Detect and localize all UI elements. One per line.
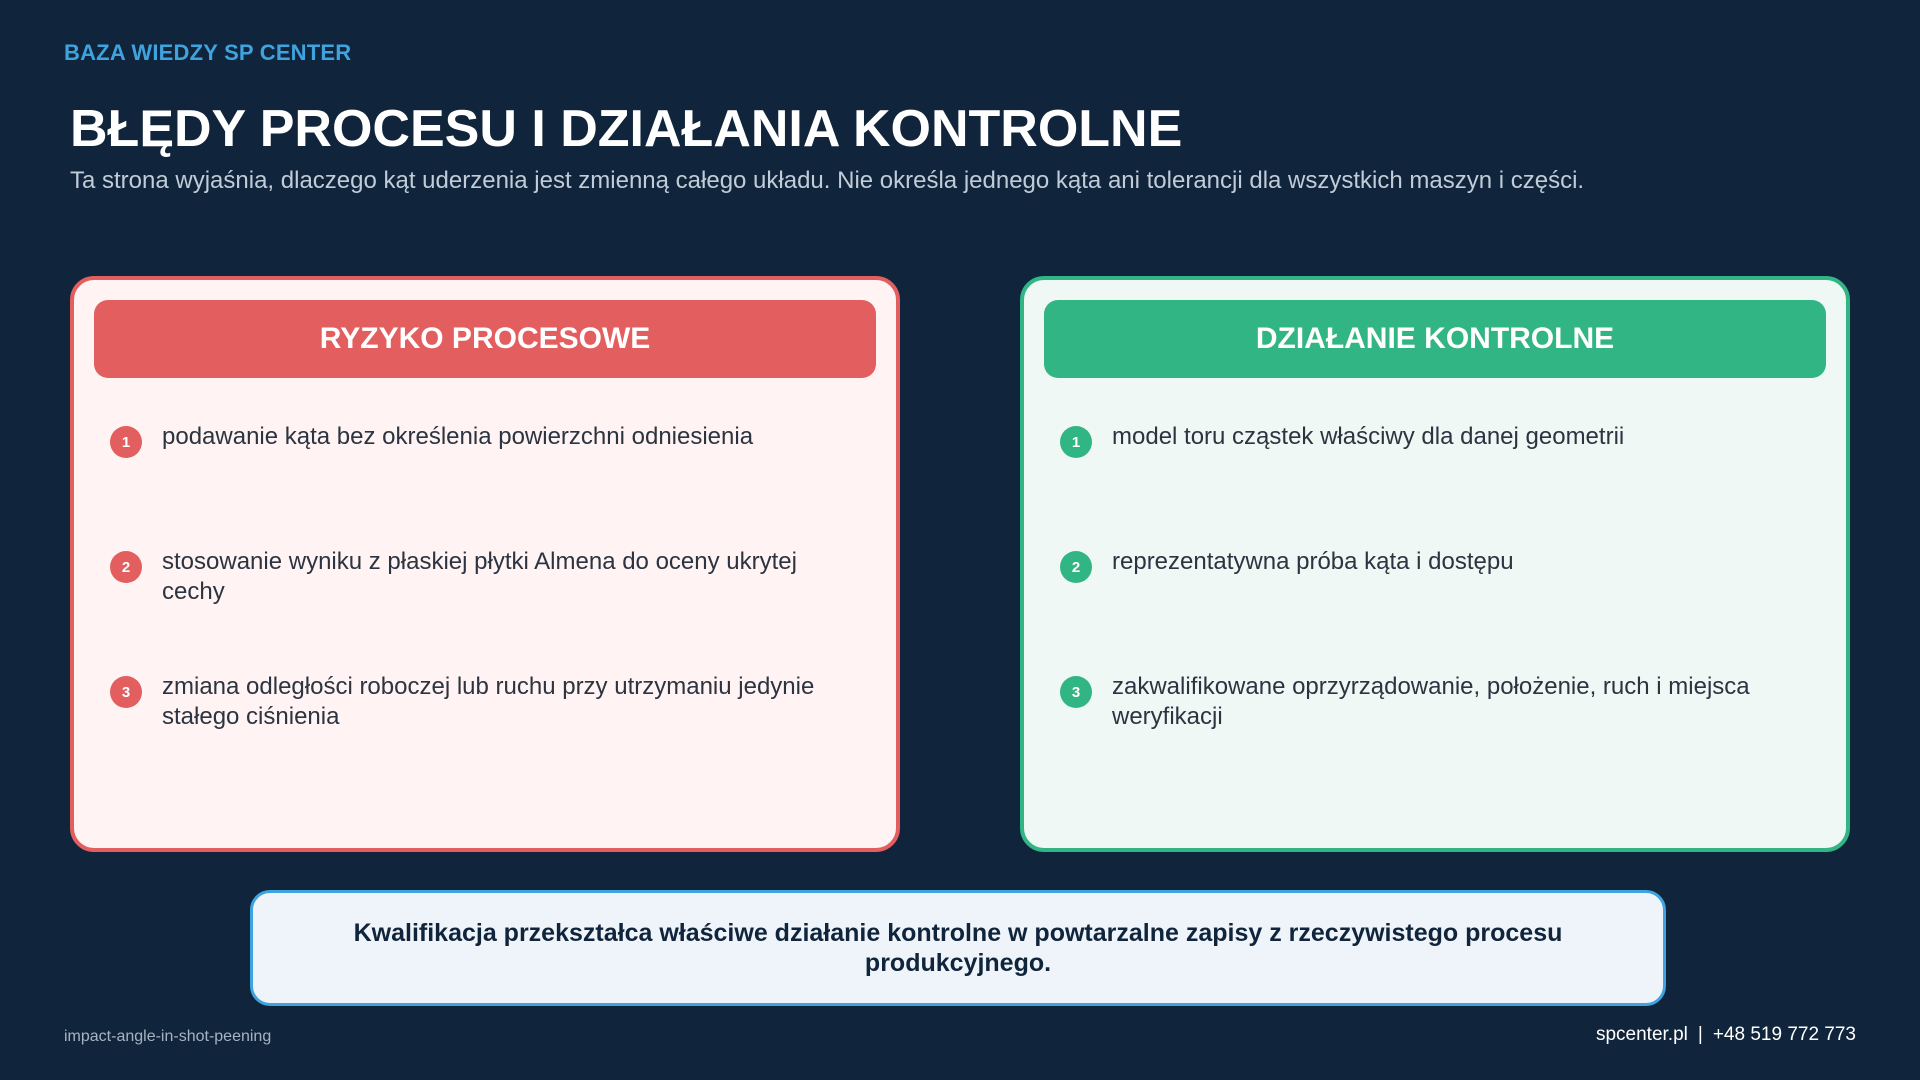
- footer-contact: [1596, 1024, 1856, 1046]
- page-title: BŁĘDY PROCESU I DZIAŁANIA KONTROLNE: [70, 100, 1183, 158]
- brand-label: BAZA WIEDZY SP CENTER: [64, 40, 352, 65]
- summary-text: Kwalifikacja przekształca właściwe działanie kontrolne w powtarzalne zapisy z rzeczywistego procesu produkcyjnego.: [353, 919, 1563, 977]
- risk-item-number-badge: 2: [110, 551, 142, 583]
- control-item-text: zakwalifikowane oprzyrządowanie, położenie, ruch i miejsca weryfikacji: [1112, 673, 1750, 730]
- summary-box: [250, 890, 1666, 1006]
- risk-item-text: zmiana odległości roboczej lub ruchu przy utrzymaniu jedynie stałego ciśnienia: [162, 673, 815, 730]
- control-item-number-badge: 1: [1060, 426, 1092, 458]
- risk-item: [110, 672, 850, 732]
- control-item-number-badge: 3: [1060, 676, 1092, 708]
- control-item-number-badge: 2: [1060, 551, 1092, 583]
- control-item: [1060, 672, 1800, 732]
- footer-phone[interactable]: +48 519 772 773: [1712, 1024, 1856, 1045]
- risk-card-header: RYZYKO PROCESOWE: [94, 300, 876, 378]
- footer-page-slug: impact-angle-in-shot-peening: [64, 1028, 272, 1045]
- risk-card: [70, 276, 900, 852]
- control-card: [1020, 276, 1850, 852]
- risk-item: [110, 547, 850, 607]
- risk-item-number-badge: 1: [110, 426, 142, 458]
- risk-item: [110, 422, 850, 458]
- control-item-text: model toru cząstek właściwy dla danej geometrii: [1112, 423, 1625, 450]
- risk-item-text: podawanie kąta bez określenia powierzchni odniesienia: [162, 423, 754, 450]
- page-subtitle: Ta strona wyjaśnia, dlaczego kąt uderzenia jest zmienną całego układu. Nie określa jednego kąta ani tolerancji dla wszystkich maszyn i części.: [70, 167, 1585, 194]
- control-item: [1060, 547, 1800, 583]
- footer-website-link[interactable]: spcenter.pl: [1595, 1024, 1688, 1045]
- control-item: [1060, 422, 1800, 458]
- footer-separator: |: [1697, 1024, 1703, 1045]
- risk-item-text: stosowanie wyniku z płaskiej płytki Almena do oceny ukrytej cechy: [162, 548, 797, 605]
- risk-item-number-badge: 3: [110, 676, 142, 708]
- control-item-text: reprezentatywna próba kąta i dostępu: [1112, 548, 1514, 575]
- control-card-header: DZIAŁANIE KONTROLNE: [1044, 300, 1826, 378]
